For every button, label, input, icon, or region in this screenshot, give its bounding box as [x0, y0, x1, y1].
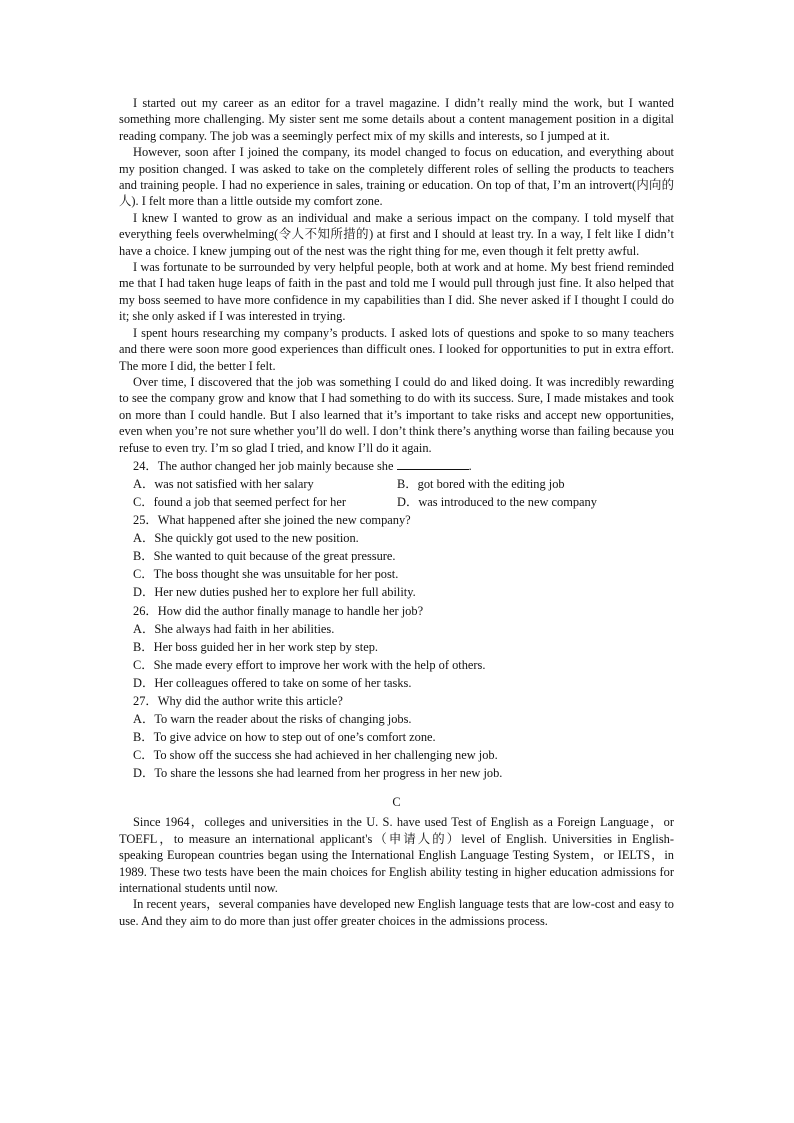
- option-d: D．Her new duties pushed her to explore her full ability.: [133, 585, 416, 600]
- question-26: [119, 603, 674, 692]
- question-stem: 25．What happened after she joined the new company?: [133, 513, 411, 528]
- question-stem-text: 24．The author changed her job mainly because she: [133, 458, 394, 473]
- section-title: C: [392, 794, 401, 809]
- option-b: B．She wanted to quit because of the great pressure.: [133, 549, 396, 564]
- option-c: C．To show off the success she had achieved in her challenging new job.: [133, 748, 498, 763]
- option-a: A．She always had faith in her abilities.: [133, 621, 335, 636]
- answer-blank: [397, 458, 469, 470]
- question-27: [119, 693, 674, 782]
- passage-paragraph: Over time, I discovered that the job was something I could do and liked doing. It was incredibly rewarding to see the company grow and know that I had something to do with its success. Sure, I made mistakes and took on more than I could handle. But I also learned that it’s important to take risks and accept new opportunities, even when you’re not sure whether you’ll do well. I don’t think there’s anything worse than failing because you refuse to even try. I’m so glad I tried, and know I’ll do it again.: [119, 374, 674, 455]
- question-25: [119, 512, 674, 601]
- option-b: B．got bored with the editing job: [397, 476, 565, 491]
- passage-c: [119, 794, 674, 929]
- question-stem: 26．How did the author finally manage to handle her job?: [133, 603, 424, 618]
- option-row: [119, 494, 674, 511]
- passage-paragraph: Since 1964，colleges and universities in the U. S. have used Test of English as a Foreign Language，or TOEFL，to measure an international applicant's（申请人的）level of English. Universities in English-speaking European countries began using the International English Language Testing System，or IELTS，in 1989. These two tests have been the main choices for English ability testing in higher education admissions for international students until now.: [119, 815, 674, 895]
- passage-paragraph: I was fortunate to be surrounded by very helpful people, both at work and at home. My best friend reminded me that I had taken huge leaps of faith in the past and told me I would pull through just fine. It also helped that my boss seemed to have more confidence in my capabilities than I did. She never asked if I thought I could do it; she only asked if I was interested in trying.: [119, 260, 674, 324]
- passage-paragraph: In recent years，several companies have developed new English language tests that are low-cost and easy to use. And they aim to do more than just offer greater choices in the admissions process.: [119, 897, 674, 928]
- passage-b: [119, 95, 674, 456]
- option-c: C．found a job that seemed perfect for her: [133, 494, 346, 509]
- option-a: A．To warn the reader about the risks of changing jobs.: [133, 712, 412, 727]
- option-d: D．Her colleagues offered to take on some of her tasks.: [133, 675, 412, 690]
- question-stem-end: .: [468, 458, 472, 473]
- option-a: A．She quickly got used to the new position.: [133, 531, 359, 546]
- option-c: C．The boss thought she was unsuitable for her post.: [133, 567, 399, 582]
- option-c: C．She made every effort to improve her work with the help of others.: [133, 657, 486, 672]
- document-page: [119, 95, 674, 929]
- passage-paragraph: I started out my career as an editor for a travel magazine. I didn’t really mind the work, but I wanted something more challenging. My sister sent me some details about a content management position in a digital reading company. The job was a seemingly perfect mix of my skills and interests, so I jumped at it.: [119, 96, 674, 143]
- option-d: D．was introduced to the new company: [397, 494, 597, 509]
- passage-paragraph: I spent hours researching my company’s products. I asked lots of questions and spoke to so many teachers and there were soon more good experiences than difficult ones. I looked for opportunities to put in extra effort. The more I did, the better I felt.: [119, 325, 674, 373]
- question-stem: 27．Why did the author write this article?: [133, 694, 343, 709]
- option-b: B．To give advice on how to step out of one’s comfort zone.: [133, 730, 436, 745]
- option-a: A．was not satisfied with her salary: [133, 476, 314, 491]
- question-24: [119, 458, 674, 511]
- option-d: D．To share the lessons she had learned from her progress in her new job.: [133, 766, 503, 781]
- passage-paragraph: I knew I wanted to grow as an individual and make a serious impact on the company. I told myself that everything feels overwhelming(令人不知所措的) at first and I should at least try. In a way, I felt like I didn’t have a choice. I knew jumping out of the nest was the right thing for me, even though it felt pretty awful.: [119, 210, 674, 258]
- question-stem: [119, 458, 674, 475]
- option-b: B．Her boss guided her in her work step by step.: [133, 639, 379, 654]
- passage-paragraph: However, soon after I joined the company, its model changed to focus on education, and everything about my position changed. I was asked to take on the completely different roles of selling the products to teachers and training people. I had no experience in sales, training or education. On top of that, I’m an introvert(内向的人). I felt more than a little outside my comfort zone.: [119, 145, 674, 209]
- option-row: [119, 476, 674, 493]
